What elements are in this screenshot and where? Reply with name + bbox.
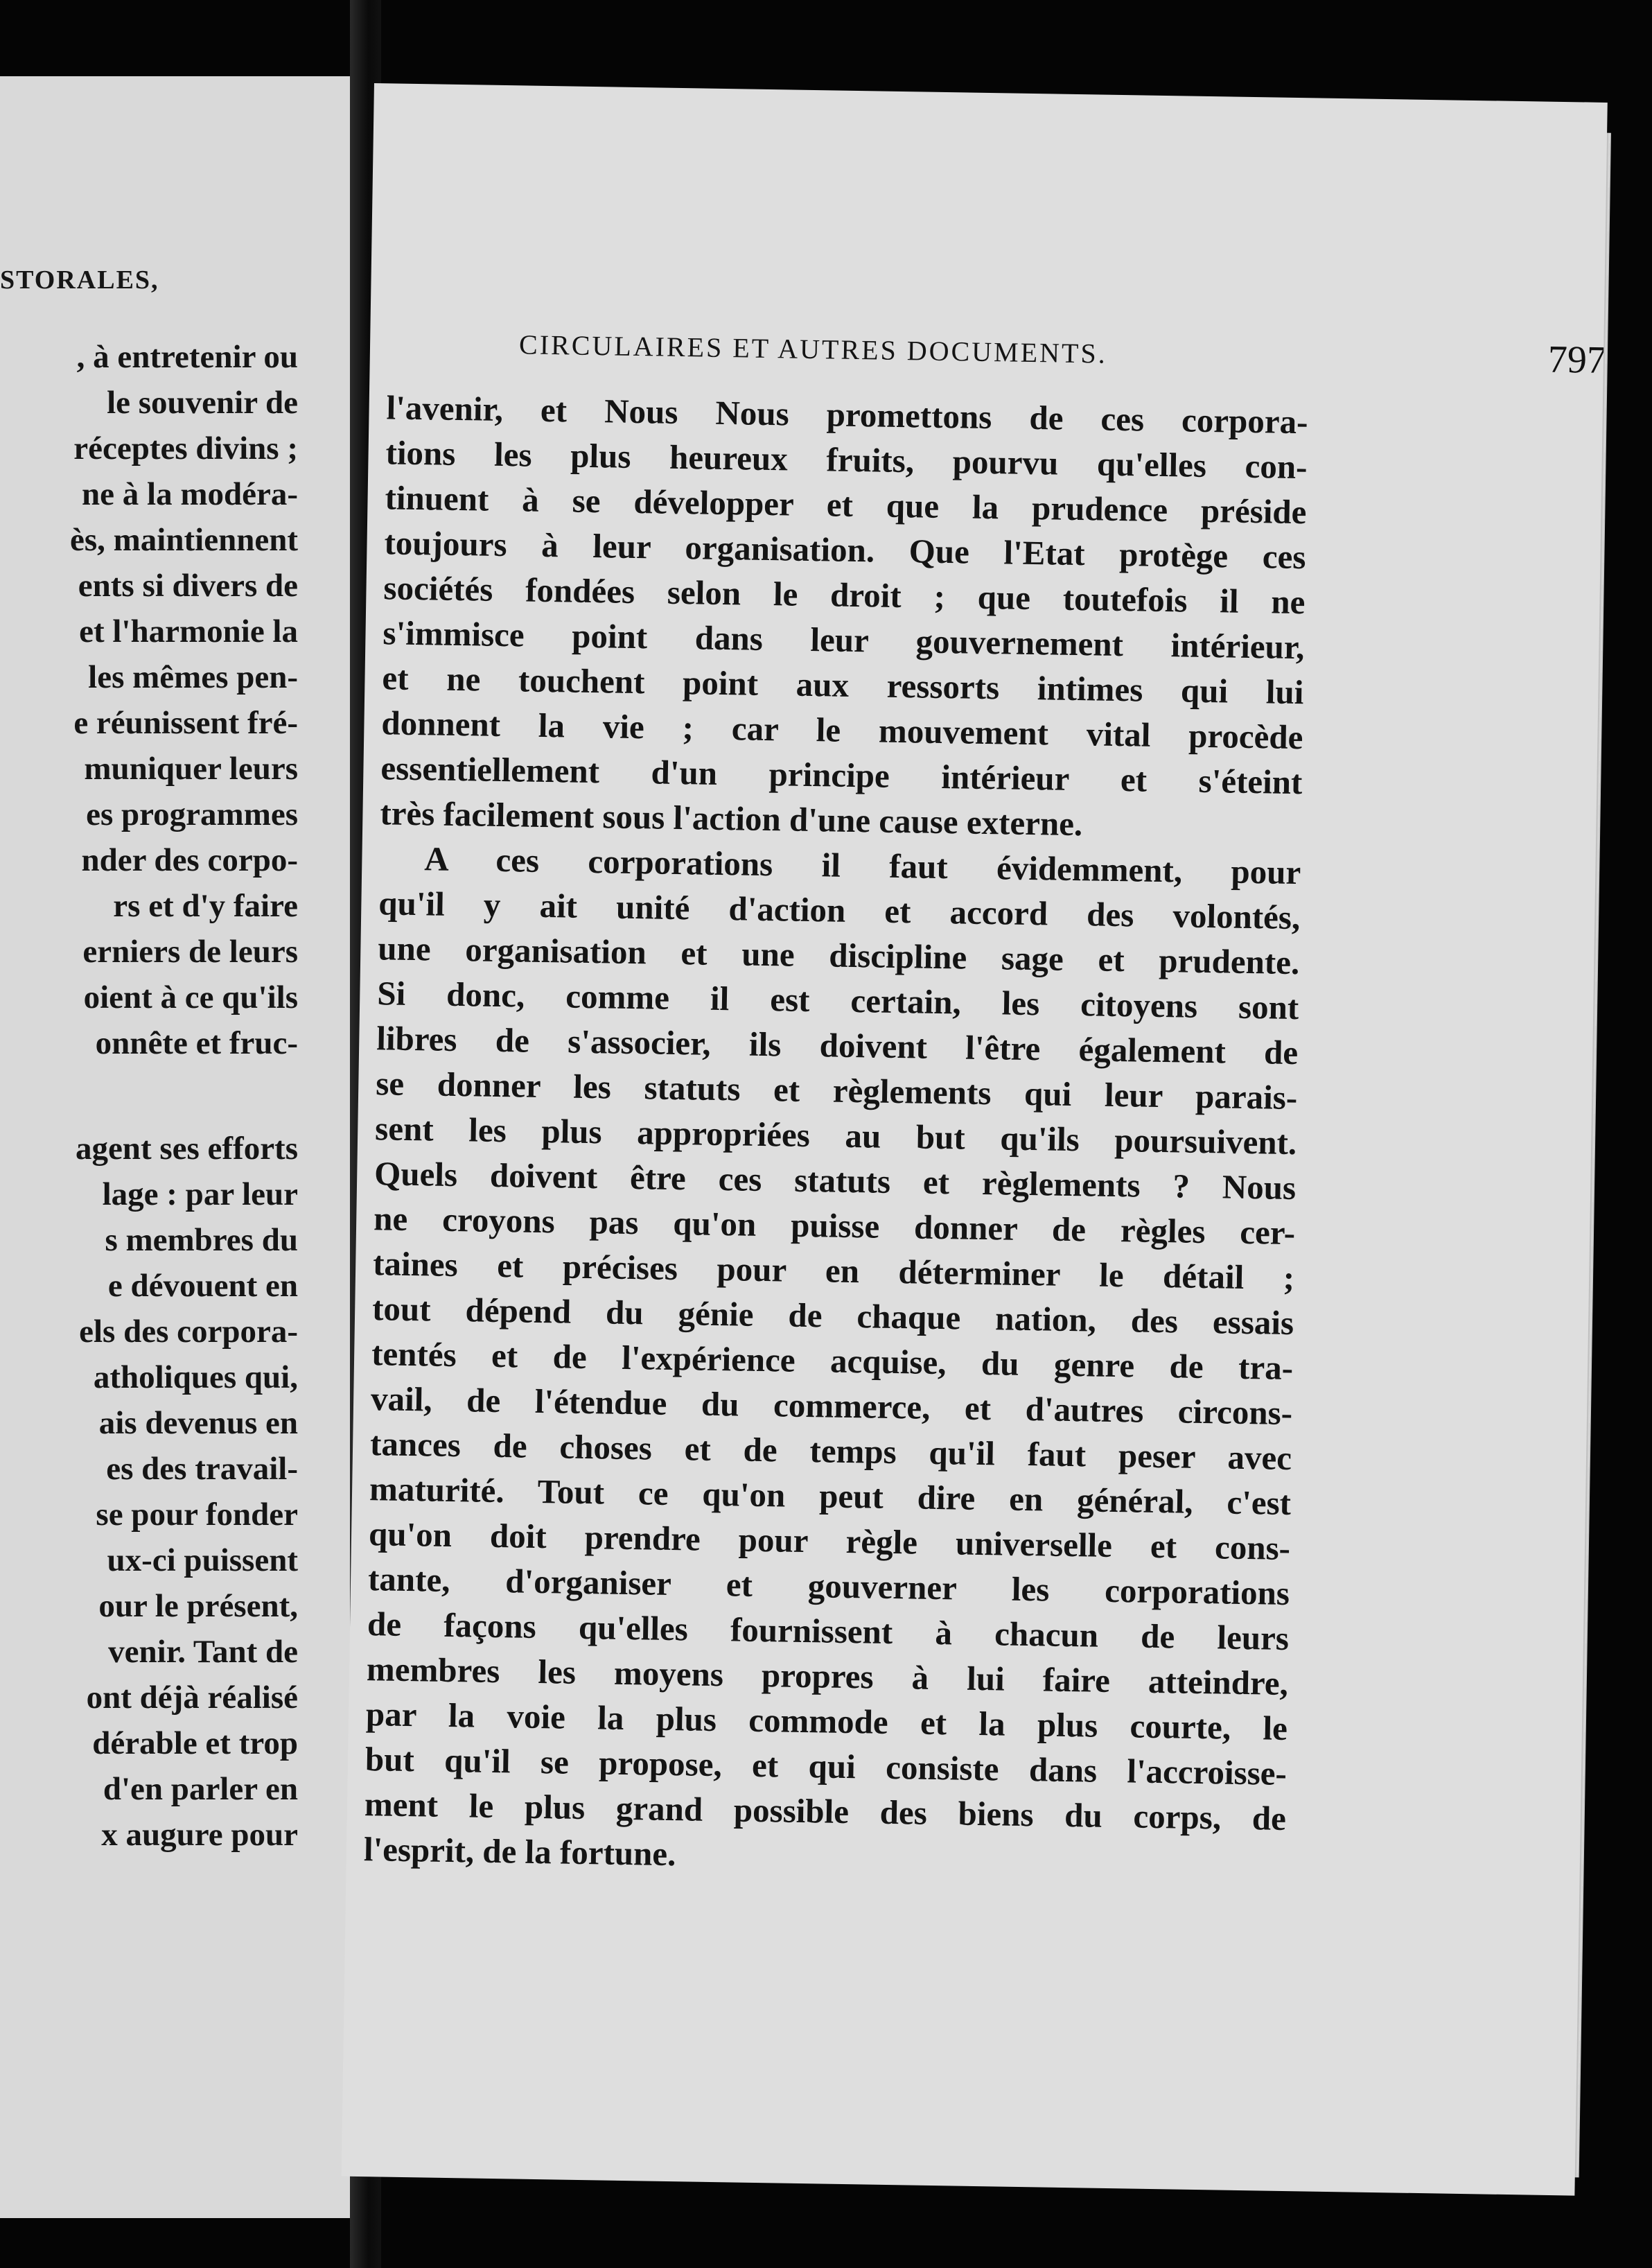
left-line: onnête et fruc- — [95, 1025, 298, 1061]
text-line: tances de choses et de temps qu'il faut peser avec — [369, 1424, 1292, 1478]
left-line: ents si divers de — [78, 568, 298, 604]
left-line: ne à la modéra- — [82, 476, 298, 512]
text-line: Si donc, comme il est certain, les citoyens sont — [376, 974, 1299, 1027]
left-line: rs et d'y faire — [113, 888, 298, 924]
left-line: s membres du — [105, 1222, 298, 1258]
text-line: essentiellement d'un principe intérieur et s'éteint — [380, 749, 1303, 802]
text-line: tout dépend du génie de chaque nation, des essais — [371, 1289, 1294, 1343]
text-line: maturité. Tout ce qu'on peut dire en général, c'est — [369, 1469, 1292, 1523]
left-line: et l'harmonie la — [79, 613, 298, 649]
text-line: sent les plus appropriées au but qu'ils poursuivent. — [374, 1109, 1297, 1162]
left-line: our le présent, — [98, 1588, 298, 1624]
left-line: ais devenus en — [98, 1405, 298, 1441]
text-line: donnent la vie ; car le mouvement vital procède — [381, 704, 1303, 757]
left-line: lage : par leur — [102, 1176, 298, 1212]
text-line: par la voie la plus commode et la plus courte, le — [365, 1695, 1288, 1747]
text-line: A ces corporations il faut évidemment, pour — [424, 839, 1301, 892]
page-number: 797 — [1547, 338, 1607, 382]
left-line: e réunissent fré- — [73, 705, 298, 741]
text-line: tinuent à se développer et que la prudence préside — [385, 478, 1307, 532]
text-line: tions les plus heureux fruits, pourvu qu'elles con- — [385, 433, 1308, 487]
left-line: els des corpora- — [79, 1314, 298, 1350]
running-head: CIRCULAIRES ET AUTRES DOCUMENTS. — [518, 329, 1108, 369]
text-line: l'avenir, et Nous Nous promettons de ces corpora- — [386, 388, 1308, 442]
text-line: toujours à leur organisation. Que l'Etat protège ces — [384, 523, 1306, 577]
text-line: de façons qu'elles fournissent à chacun de leurs — [367, 1605, 1290, 1658]
left-page — [0, 76, 350, 2218]
left-line: ux-ci puissent — [107, 1542, 298, 1578]
left-line: le souvenir de — [107, 385, 298, 421]
text-line: très facilement sous l'action d'une cause externe. — [380, 794, 1083, 844]
text-line: qu'il y ait unité d'action et accord des volontés, — [378, 884, 1301, 937]
text-line: ne croyons pas qu'on puisse donner de règles cer- — [373, 1199, 1296, 1253]
left-line: les mêmes pen- — [88, 659, 298, 695]
left-line: es programmes — [86, 796, 298, 832]
text-line: une organisation et une discipline sage et prudente. — [377, 929, 1300, 982]
left-line: erniers de leurs — [82, 934, 298, 970]
left-line: atholiques qui, — [93, 1359, 298, 1395]
left-line: muniquer leurs — [84, 751, 298, 787]
text-line: libres de s'associer, ils doivent l'être également de — [376, 1019, 1299, 1072]
text-line: ment le plus grand possible des biens du corps, de — [364, 1785, 1287, 1838]
text-line: s'immisce point dans leur gouvernement intérieur, — [383, 613, 1305, 667]
text-line: se donner les statuts et règlements qui leur parais- — [375, 1064, 1298, 1117]
text-line: l'esprit, de la fortune. — [363, 1830, 676, 1874]
left-line: oient à ce qu'ils — [83, 979, 298, 1015]
left-line: , à entretenir ou — [76, 339, 298, 375]
left-running-head: STORALES, — [0, 265, 159, 295]
left-line: venir. Tant de — [108, 1634, 298, 1670]
text-line: et ne touchent point aux ressorts intimes qui lui — [382, 658, 1304, 712]
text-line: vail, de l'étendue du commerce, et d'autres circons- — [370, 1379, 1293, 1433]
left-line: ont déjà réalisé — [86, 1680, 298, 1716]
text-line: sociétés fondées selon le droit ; que toutefois il ne — [383, 568, 1306, 622]
left-line: se pour fonder — [96, 1497, 298, 1533]
left-line: nder des corpo- — [81, 842, 298, 878]
text-line: Quels doivent être ces statuts et règlements ? Nous — [374, 1154, 1297, 1207]
left-line: d'en parler en — [103, 1771, 298, 1807]
body-text — [363, 385, 1308, 1886]
right-page — [342, 83, 1608, 2196]
text-line: qu'on doit prendre pour règle universelle et cons- — [368, 1515, 1291, 1568]
text-line: membres les moyens propres à lui faire atteindre, — [366, 1650, 1289, 1702]
left-line: réceptes divins ; — [73, 430, 298, 466]
text-line: tante, d'organiser et gouverner les corporations — [367, 1560, 1290, 1613]
text-line: but qu'il se propose, et qui consiste dans l'accroisse- — [364, 1740, 1288, 1792]
text-line: taines et précises pour en déterminer le détail ; — [372, 1244, 1295, 1298]
left-line: agent ses efforts — [75, 1131, 298, 1167]
left-line: dérable et trop — [92, 1725, 298, 1761]
text-line: tentés et de l'expérience acquise, du genre de tra- — [371, 1334, 1294, 1388]
left-line: es des travail- — [106, 1451, 298, 1487]
left-line: x augure pour — [101, 1817, 298, 1853]
left-line: e dévouent en — [107, 1268, 298, 1304]
left-line: ès, maintiennent — [70, 522, 298, 558]
